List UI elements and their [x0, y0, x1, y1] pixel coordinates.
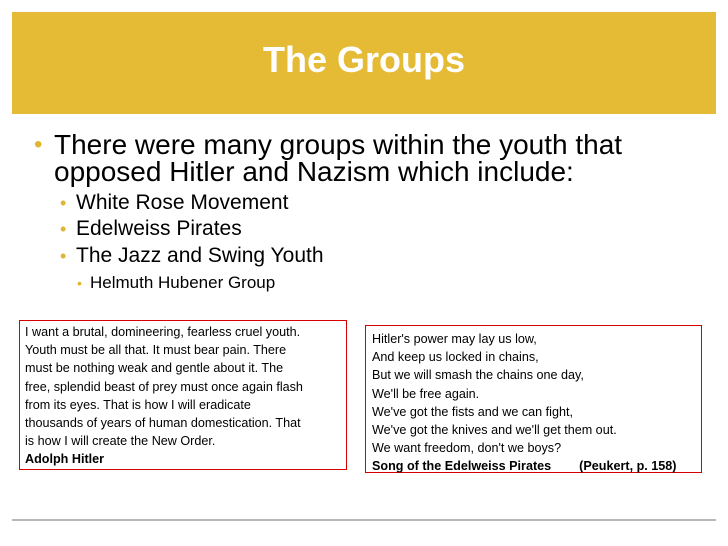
- bullet-intro-line-2: opposed Hitler and Nazism which include:: [54, 156, 574, 187]
- quote-line: Youth must be all that. It must bear pain. There: [25, 343, 287, 358]
- song-line: We've got the knives and we'll get them out.: [372, 423, 617, 438]
- bullet-edelweiss-label: Edelweiss Pirates: [76, 217, 242, 240]
- quote-line: I want a brutal, domineering, fearless cruel youth.: [25, 325, 301, 339]
- quote-line: from its eyes. That is how I will eradicate: [25, 397, 251, 412]
- bullet-dot-icon: •: [34, 131, 43, 158]
- song-line: We want freedom, don't we boys?: [372, 441, 562, 456]
- bullet-dot-icon: •: [60, 219, 67, 239]
- hitler-quote-box: [19, 320, 347, 470]
- bullet-intro-line-1: There were many groups within the youth that: [54, 129, 623, 160]
- song-line: We'll be free again.: [372, 386, 480, 401]
- bullet-jazz-swing-label: The Jazz and Swing Youth: [76, 244, 324, 267]
- song-line: And keep us locked in chains,: [372, 350, 539, 365]
- bullet-dot-icon: •: [77, 275, 82, 291]
- song-line: We've got the fists and we can fight,: [372, 404, 573, 419]
- bullet-white-rose: [60, 190, 289, 216]
- quote-line: is how I will create the New Order.: [25, 434, 216, 449]
- bullet-intro: [34, 129, 623, 187]
- footer-divider: [12, 519, 716, 521]
- bullet-edelweiss: [60, 216, 242, 242]
- edelweiss-song-box: [365, 325, 702, 473]
- bullet-dot-icon: •: [60, 246, 67, 266]
- quote-attribution: Adolph Hitler: [25, 452, 105, 467]
- quote-line: must be nothing weak and gentle about it. The: [25, 361, 284, 376]
- quote-line: thousands of years of human domestication. That: [25, 416, 301, 431]
- bullet-hubener: [77, 272, 276, 294]
- bullet-hubener-label: Helmuth Hubener Group: [90, 273, 276, 292]
- song-attribution-title: Song of the Edelweiss Pirates: [372, 459, 552, 474]
- song-source-citation: (Peukert, p. 158): [579, 459, 677, 474]
- song-line: Hitler's power may lay us low,: [372, 332, 537, 346]
- quote-line: free, splendid beast of prey must once again flash: [25, 379, 303, 394]
- bullet-dot-icon: •: [60, 193, 67, 213]
- song-attribution: [372, 457, 695, 475]
- song-line: But we will smash the chains one day,: [372, 368, 584, 383]
- bullet-jazz-swing: [60, 243, 324, 269]
- bullet-white-rose-label: White Rose Movement: [76, 191, 289, 214]
- title-bar: [12, 12, 716, 114]
- slide-title: The Groups: [262, 39, 465, 80]
